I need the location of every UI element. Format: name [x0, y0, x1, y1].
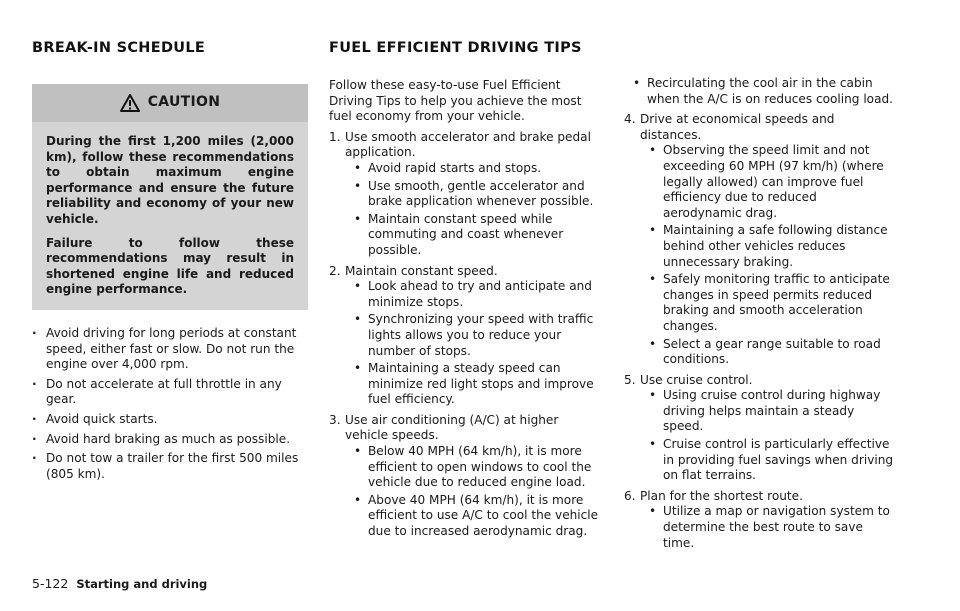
- step-text: Use smooth accelerator and brake pedal application.: [345, 129, 591, 160]
- list-item: • Using cruise control during highway driving helps maintain a steady speed.: [649, 388, 896, 435]
- list-item: • Cruise control is particularly effective in providing fuel savings when driving on flat terrains.: [649, 437, 896, 484]
- step-text: Maintain constant speed.: [345, 263, 498, 278]
- tip-step: [329, 130, 604, 259]
- tips-column-1: [329, 78, 604, 545]
- step-number: 2.: [329, 263, 341, 278]
- step-number: 3.: [329, 412, 341, 427]
- step-number: 6.: [624, 488, 636, 503]
- step-subitems: [345, 161, 604, 259]
- list-item: • Synchronizing your speed with traffic lights allows you to reduce your number of stops.: [354, 312, 604, 359]
- caution-box: [32, 84, 308, 310]
- tips-steps: [624, 112, 896, 551]
- break-in-list: [32, 326, 308, 482]
- caution-paragraph: During the first 1,200 miles (2,000 km), follow these recommendations to obtain maximum engine performance and ensure the future reliability and economy of your new vehicle.: [46, 134, 294, 226]
- break-in-column: [32, 78, 308, 486]
- step-text: Plan for the shortest route.: [640, 488, 803, 503]
- caution-paragraph: Failure to follow these recommendations may result in shortened engine life and reduced engine performance.: [46, 235, 294, 297]
- tips-intro: Follow these easy-to-use Fuel Efficient Driving Tips to help you achieve the most fuel economy from your vehicle.: [329, 78, 582, 124]
- step-subitems: [640, 504, 896, 551]
- step-number: 4.: [624, 112, 636, 127]
- list-item: • Utilize a map or navigation system to determine the best route to save time.: [649, 504, 896, 551]
- step-subitems: [624, 76, 896, 107]
- step-subitems: [345, 279, 604, 408]
- caution-title: CAUTION: [147, 94, 221, 111]
- list-item: • Look ahead to try and anticipate and minimize stops.: [354, 279, 604, 310]
- page-footer: [32, 576, 207, 591]
- list-item: • Avoid rapid starts and stops.: [354, 161, 604, 177]
- step-text: Use cruise control.: [640, 372, 753, 387]
- list-item: • Maintaining a safe following distance behind other vehicles reduces unnecessary braking.: [649, 223, 896, 270]
- list-item: • Use smooth, gentle accelerator and brake application whenever possible.: [354, 179, 604, 210]
- tip-step: [329, 413, 604, 540]
- caution-header: [32, 84, 308, 122]
- list-item: • Select a gear range suitable to road conditions.: [649, 337, 896, 368]
- list-item: • Maintaining a steady speed can minimize red light stops and improve fuel efficiency.: [354, 361, 604, 408]
- list-item: . Avoid hard braking as much as possible.: [32, 432, 308, 448]
- list-item: . Avoid quick starts.: [32, 412, 308, 428]
- fuel-tips-heading: FUEL EFFICIENT DRIVING TIPS: [329, 40, 582, 56]
- list-item: . Do not accelerate at full throttle in any gear.: [32, 377, 308, 408]
- tip-step: [329, 264, 604, 408]
- break-in-heading: BREAK-IN SCHEDULE: [32, 40, 206, 56]
- warning-triangle-icon: [120, 94, 140, 112]
- list-item: • Maintain constant speed while commuting and coast whenever possible.: [354, 212, 604, 259]
- step-text: Use air conditioning (A/C) at higher vehicle speeds.: [345, 412, 559, 443]
- step-number: 5.: [624, 372, 636, 387]
- list-item: • Below 40 MPH (64 km/h), it is more efficient to open windows to cool the vehicle due to reduced engine load.: [354, 444, 604, 491]
- step-subitems: [640, 388, 896, 484]
- tip-step: [624, 489, 896, 551]
- list-item: • Observing the speed limit and not exceeding 60 MPH (97 km/h) (where legally allowed) can improve fuel efficiency due to reduced aerodynamic drag.: [649, 143, 896, 221]
- tip-step: [624, 373, 896, 484]
- list-item: . Avoid driving for long periods at constant speed, either fast or slow. Do not run the engine over 4,000 rpm.: [32, 326, 308, 373]
- step-text: Drive at economical speeds and distances.: [640, 112, 835, 142]
- tip-step: [624, 112, 896, 368]
- step-number: 1.: [329, 129, 341, 144]
- page-number: 5-122: [32, 576, 69, 591]
- list-item: • Above 40 MPH (64 km/h), it is more efficient to use A/C to cool the vehicle due to increased aerodynamic drag.: [354, 493, 604, 540]
- step-subitems: [345, 444, 604, 540]
- list-item: • Safely monitoring traffic to anticipate changes in speed permits reduced braking and smooth acceleration changes.: [649, 272, 896, 334]
- step-subitems: [640, 143, 896, 367]
- section-name: Starting and driving: [76, 577, 208, 591]
- list-item: . Do not tow a trailer for the first 500 miles (805 km).: [32, 451, 308, 482]
- tips-steps: [329, 130, 604, 540]
- tips-column-2: [624, 76, 896, 556]
- list-item: • Recirculating the cool air in the cabin when the A/C is on reduces cooling load.: [633, 76, 896, 107]
